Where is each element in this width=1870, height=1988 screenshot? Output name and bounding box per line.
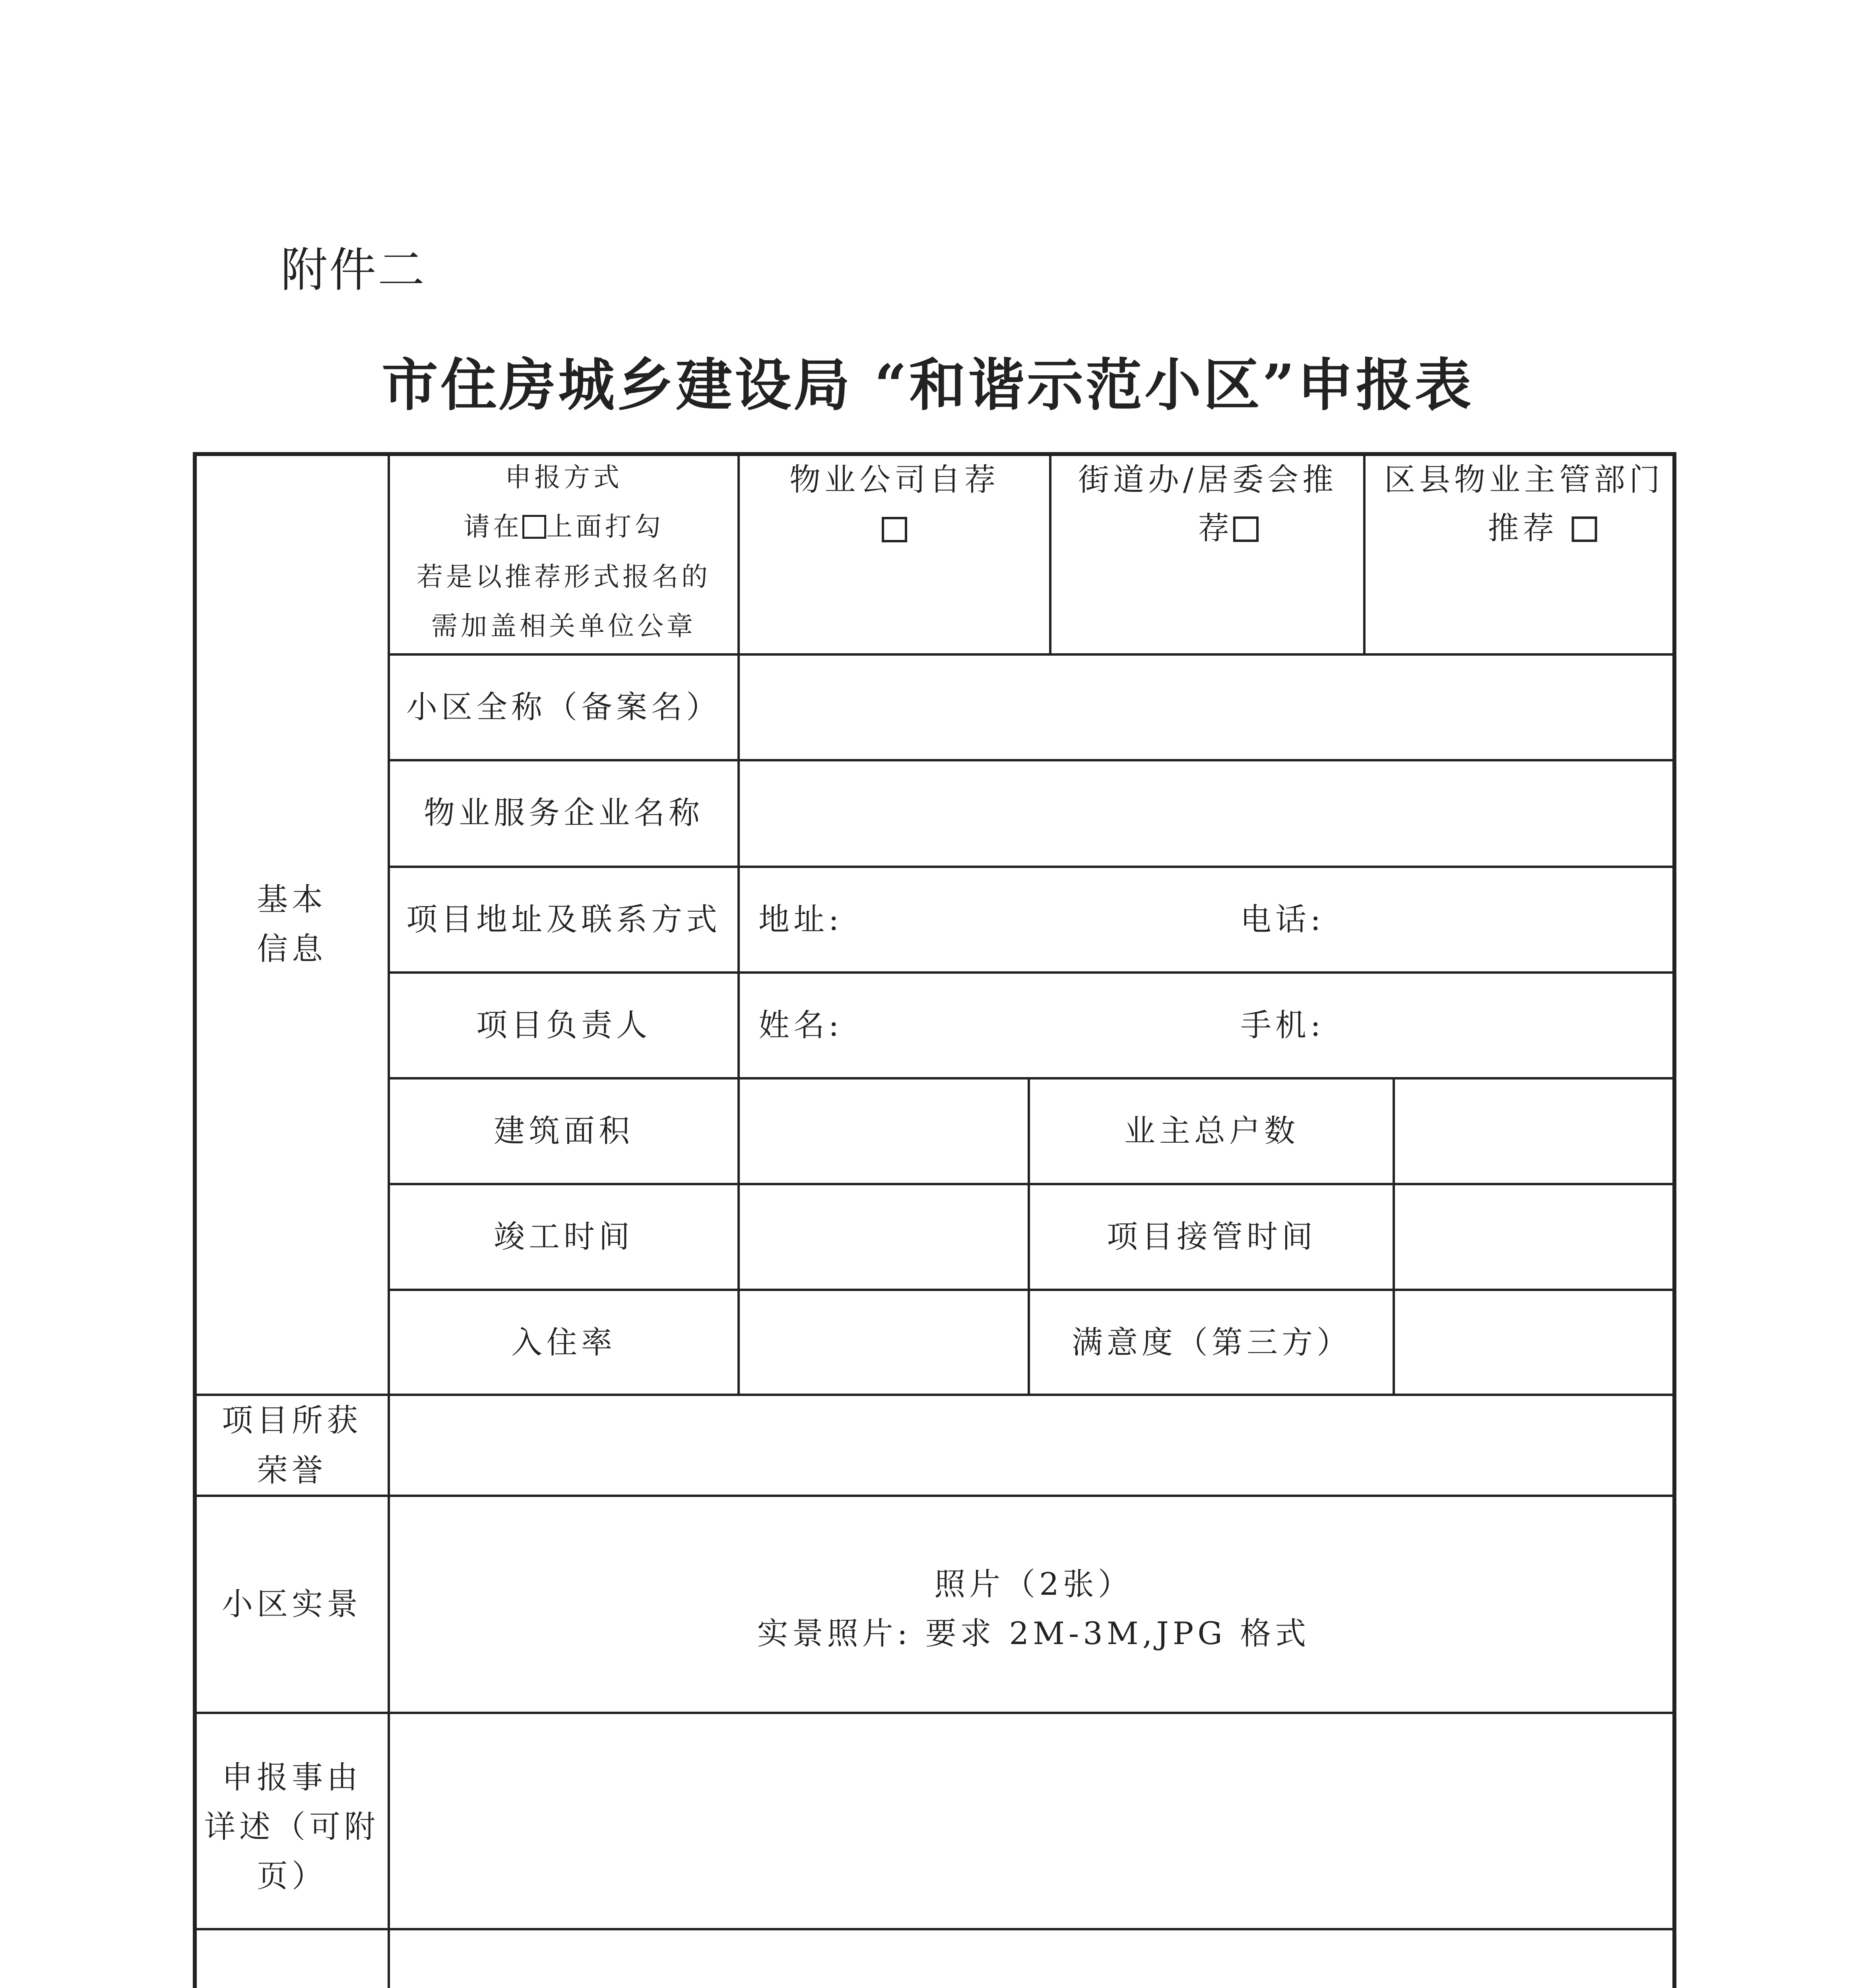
section-basic-info-1: 基本 (256, 882, 327, 918)
label-name: 姓名: (758, 1008, 843, 1043)
option-self-recommend: 物业公司自荐 (789, 462, 1000, 498)
label-takeover-time: 项目接管时间 (1106, 1219, 1317, 1255)
label-scene: 小区实景 (221, 1586, 362, 1622)
label-mobile: 手机: (1240, 1008, 1325, 1043)
option-street-recommend-cont: 荐 (1198, 513, 1259, 544)
label-honors-2: 荣誉 (256, 1453, 327, 1489)
attachment-label: 附件二 (281, 243, 427, 297)
scene-photo-requirement: 实景照片: 要求 2M-3M,JPG 格式 (757, 1616, 1310, 1652)
label-reason-2: 详述（可附 (204, 1809, 380, 1845)
checkbox-street-recommend[interactable] (1233, 516, 1259, 542)
option-street-recommend: 街道办/居委会推 (1078, 462, 1338, 498)
label-address: 地址: (758, 902, 843, 938)
label-honors-1: 项目所获 (221, 1403, 362, 1439)
option-district-recommend-cont: 推荐 (1488, 513, 1597, 544)
label-manager: 项目负责人 (476, 1008, 652, 1043)
label-occupancy: 入住率 (511, 1325, 617, 1361)
checkbox-district-recommend[interactable] (1571, 516, 1597, 542)
label-reason-3: 页） (256, 1858, 327, 1894)
label-address-contact: 项目地址及联系方式 (406, 902, 722, 938)
method-note-1: 若是以推荐形式报名的 (417, 561, 711, 592)
label-company-name: 物业服务企业名称 (423, 795, 704, 831)
checkbox-sample-icon (522, 515, 546, 539)
label-building-area: 建筑面积 (493, 1113, 634, 1149)
method-heading: 申报方式 (505, 462, 623, 493)
checkbox-self-recommend[interactable] (882, 517, 907, 542)
method-note-2: 需加盖相关单位公章 (431, 611, 696, 641)
section-basic-info-2: 信息 (256, 931, 327, 967)
option-district-recommend: 区县物业主管部门 (1384, 462, 1664, 498)
page-title: 市住房城乡建设局 “和谐示范小区”申报表 (382, 352, 1474, 418)
label-phone: 电话: (1240, 902, 1325, 938)
label-reason-1: 申报事由 (221, 1760, 362, 1796)
label-community-name: 小区全称（备案名） (406, 689, 722, 725)
label-households: 业主总户数 (1124, 1113, 1300, 1149)
label-satisfaction: 满意度（第三方） (1071, 1325, 1352, 1361)
scene-photo-count: 照片（2张） (934, 1567, 1133, 1602)
label-completion-time: 竣工时间 (493, 1219, 634, 1255)
method-instruction: 请在 上面打勾 (464, 511, 664, 542)
